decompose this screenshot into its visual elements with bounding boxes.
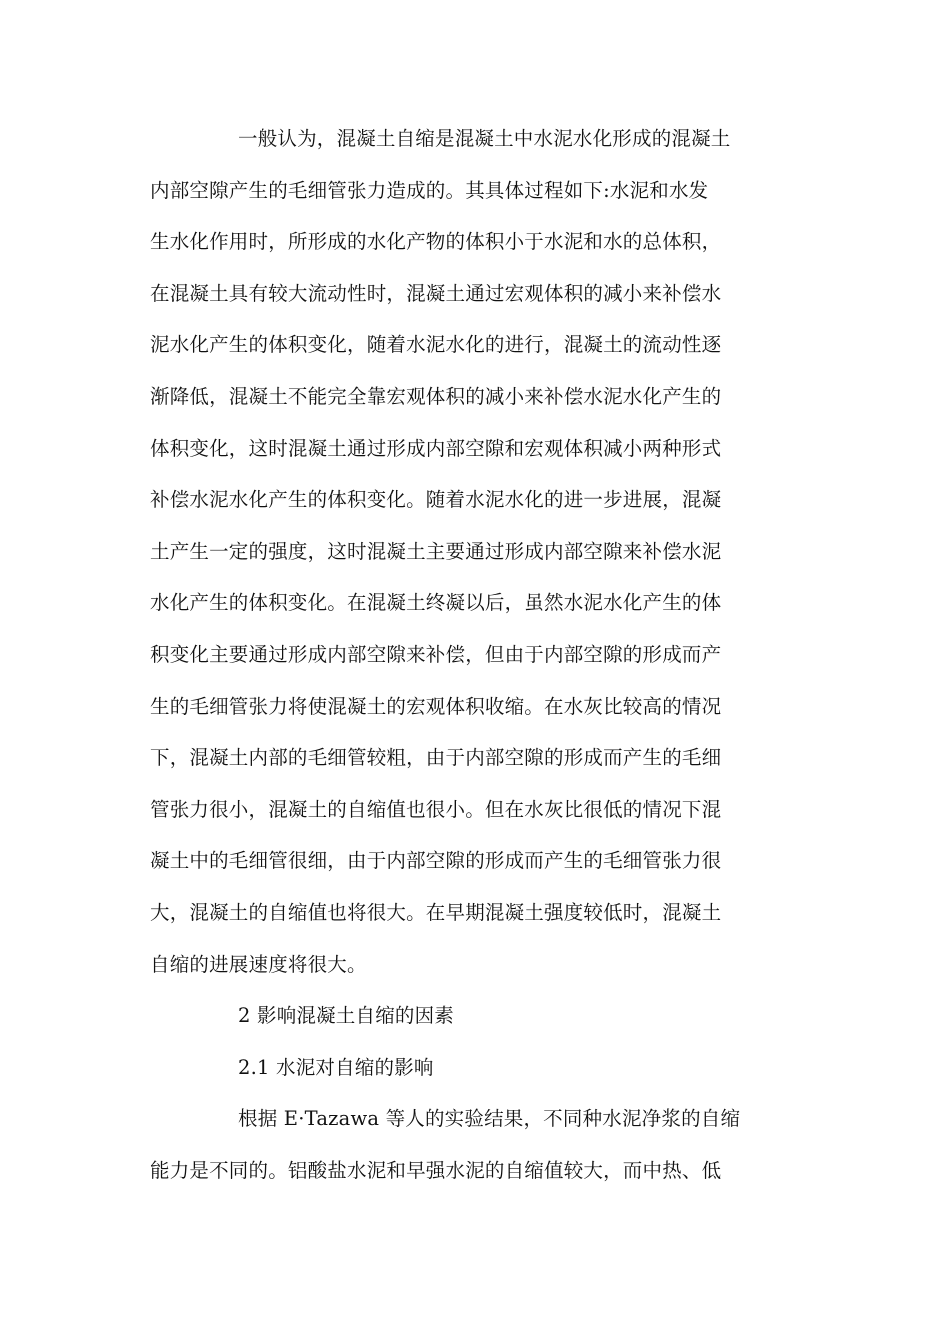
- paragraph-line: 泥水化产生的体积变化，随着水泥水化的进行，混凝土的流动性逐: [150, 333, 722, 357]
- paragraph-line: 管张力很小，混凝土的自缩值也很小。但在水灰比很低的情况下混: [150, 797, 722, 821]
- document-body: [150, 113, 800, 1196]
- paragraph-line: 生水化作用时，所形成的水化产物的体积小于水泥和水的总体积，: [150, 230, 722, 254]
- paragraph-line: 土产生一定的强度，这时混凝土主要通过形成内部空隙来补偿水泥: [150, 539, 722, 563]
- paragraph-line: 体积变化，这时混凝土通过形成内部空隙和宏观体积减小两种形式: [150, 436, 722, 460]
- paragraph-line: 下，混凝土内部的毛细管较粗，由于内部空隙的形成而产生的毛细: [150, 746, 722, 770]
- paragraph-line: 渐降低，混凝土不能完全靠宏观体积的减小来补偿水泥水化产生的: [150, 384, 722, 408]
- paragraph-line: 自缩的进展速度将很大。: [150, 952, 367, 976]
- paragraph-line: 大，混凝土的自缩值也将很大。在早期混凝土强度较低时，混凝土: [150, 900, 722, 924]
- paragraph-line: 根据 E·Tazawa 等人的实验结果，不同种水泥净浆的自缩: [238, 1107, 741, 1131]
- paragraph-autogenous-shrinkage-mechanism: [150, 113, 800, 990]
- paragraph-line: 一般认为，混凝土自缩是混凝土中水泥水化形成的混凝土: [238, 127, 731, 150]
- paragraph-cement-influence: [150, 1093, 800, 1196]
- paragraph-line: 补偿水泥水化产生的体积变化。随着水泥水化的进一步进展，混凝: [150, 488, 722, 512]
- paragraph-line: 积变化主要通过形成内部空隙来补偿，但由于内部空隙的形成而产: [150, 642, 722, 666]
- section-heading-2: 2 影响混凝土自缩的因素: [238, 1004, 455, 1028]
- paragraph-line: 生的毛细管张力将使混凝土的宏观体积收缩。在水灰比较高的情况: [150, 694, 722, 718]
- paragraph-line: 内部空隙产生的毛细管张力造成的。其具体过程如下:水泥和水发: [150, 178, 709, 202]
- paragraph-line: 凝土中的毛细管很细，由于内部空隙的形成而产生的毛细管张力很: [150, 849, 722, 873]
- section-heading-2-1: 2.1 水泥对自缩的影响: [238, 1055, 434, 1079]
- paragraph-line: 能力是不同的。铝酸盐水泥和早强水泥的自缩值较大，而中热、低: [150, 1158, 722, 1182]
- paragraph-line: 水化产生的体积变化。在混凝土终凝以后，虽然水泥水化产生的体: [150, 591, 722, 615]
- paragraph-line: 在混凝土具有较大流动性时，混凝土通过宏观体积的减小来补偿水: [150, 281, 722, 305]
